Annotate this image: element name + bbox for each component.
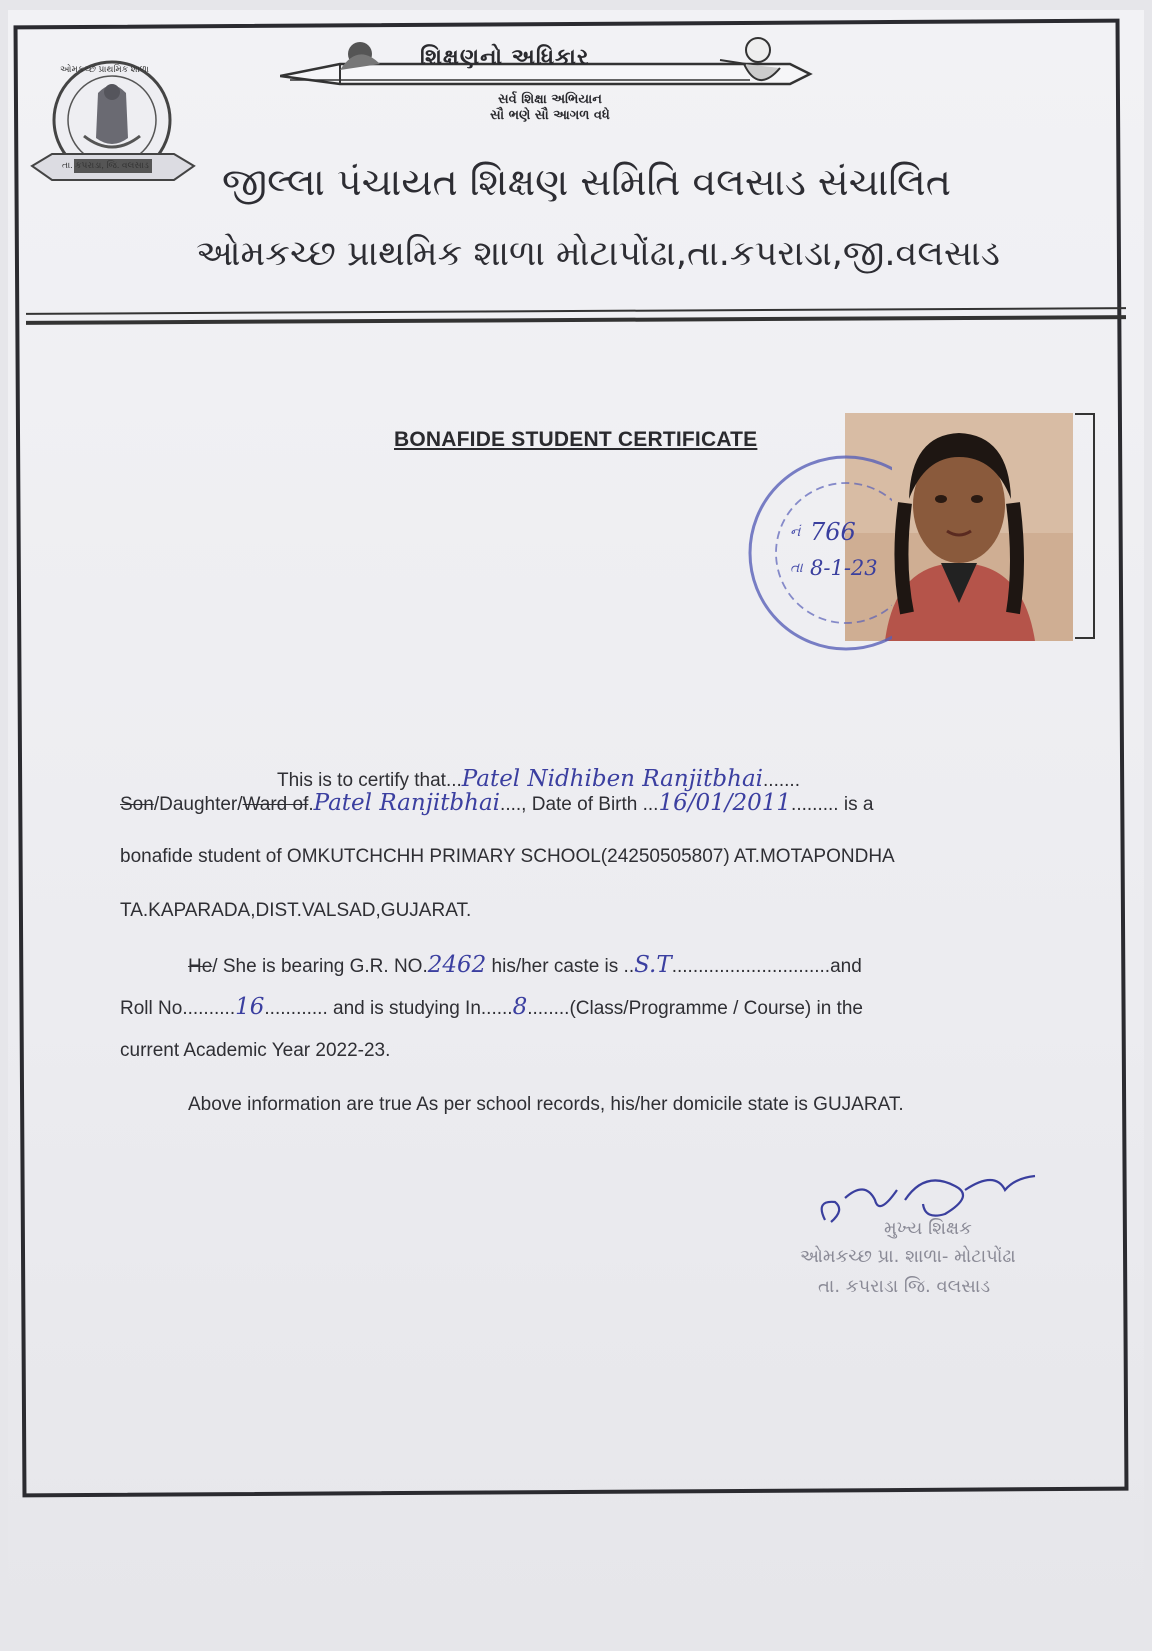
banner-title: શિક્ષણનો અધિકાર — [420, 44, 590, 70]
stamp-number-prefix: નં — [790, 524, 801, 540]
motto-line-2: સૌ ભણે સૌ આગળ વધે — [490, 108, 610, 123]
signature-address: તા. કપરાડા જિ. વલસાડ — [818, 1276, 991, 1297]
roll-class-line: Roll No..........16............ and is studying In......8........(Class/Programme / Course) in the — [120, 994, 863, 1020]
seal-text-bottom: તા. કપરાડા, જિ. વલસાડ — [62, 160, 149, 170]
dob-value: 16/01/2011 — [658, 790, 792, 816]
gr-caste-line: He/ She is bearing G.R. NO.2462 his/her caste is ..S.T..............................and — [188, 952, 862, 978]
bonafide-line: bonafide student of OMKUTCHCHH PRIMARY SCHOOL(24250505807) AT.MOTAPONDHA — [120, 846, 895, 867]
signature-designation: મુખ્ય શિક્ષક — [884, 1218, 972, 1239]
certify-prefix: This is to certify that — [277, 770, 446, 791]
photo-bracket — [1075, 413, 1095, 639]
parent-name: Patel Ranjitbhai — [313, 790, 501, 816]
address-line: TA.KAPARADA,DIST.VALSAD,GUJARAT. — [120, 900, 472, 921]
relation-son: Son — [120, 794, 154, 815]
relation-ward: Ward of — [242, 794, 309, 815]
is-a: is a — [843, 794, 874, 815]
she-bearing-label: / She is bearing G.R. NO. — [212, 956, 428, 977]
certify-line: This is to certify that...Patel Nidhiben Ranjitbhai....... — [277, 766, 800, 792]
certificate-title: BONAFIDE STUDENT CERTIFICATE — [394, 428, 758, 451]
motto-line-1: સર્વ શિક્ષા અભિયાન — [498, 92, 602, 107]
school-seal-icon — [28, 58, 198, 198]
he-label: He — [188, 956, 213, 977]
class-value: 8 — [512, 994, 528, 1020]
stamp-date: 8-1-23 — [810, 556, 878, 580]
seal-text-top: ઓમકચ્છ પ્રાથમિક શાળા — [60, 64, 149, 74]
stamp-date-prefix: તા — [790, 560, 803, 576]
studying-label: and is studying In — [333, 998, 481, 1019]
signature-school: ઓમકચ્છ પ્રા. શાળા- મોટાપોંઢા — [800, 1246, 1016, 1267]
roll-value: 16 — [235, 994, 265, 1020]
motto — [430, 92, 670, 124]
dob-label: , Date of Birth — [521, 794, 638, 815]
school-name-gujarati: ઓમકચ્છ પ્રાથમિક શાળા મોટાપોંઢા,તા.કપરાડા,જી.વલસાડ — [196, 234, 1000, 274]
and-label: and — [830, 956, 862, 977]
roll-label: Roll No — [120, 998, 183, 1019]
caste-label: his/her caste is — [491, 956, 619, 977]
records-line: Above information are true As per school records, his/her domicile state is GUJARAT. — [188, 1094, 904, 1115]
academic-year-line: current Academic Year 2022-23. — [120, 1040, 391, 1061]
gr-number: 2462 — [427, 952, 487, 978]
header-line-1: જીલ્લા પંચાયત શિક્ષણ સમિતિ વલસાડ સંચાલિત — [222, 160, 951, 204]
caste-value: S.T — [634, 952, 672, 978]
student-name: Patel Nidhiben Ranjitbhai — [461, 766, 764, 792]
stamp-number: 766 — [810, 518, 856, 546]
parent-line: Son/Daughter/Ward of.Patel Ranjitbhai...., Date of Birth ...16/01/2011......... is a — [120, 790, 874, 816]
class-suffix: (Class/Programme / Course) in the — [569, 998, 863, 1019]
relation-daughter: /Daughter/ — [153, 794, 243, 815]
school-stamp-icon — [742, 448, 892, 658]
